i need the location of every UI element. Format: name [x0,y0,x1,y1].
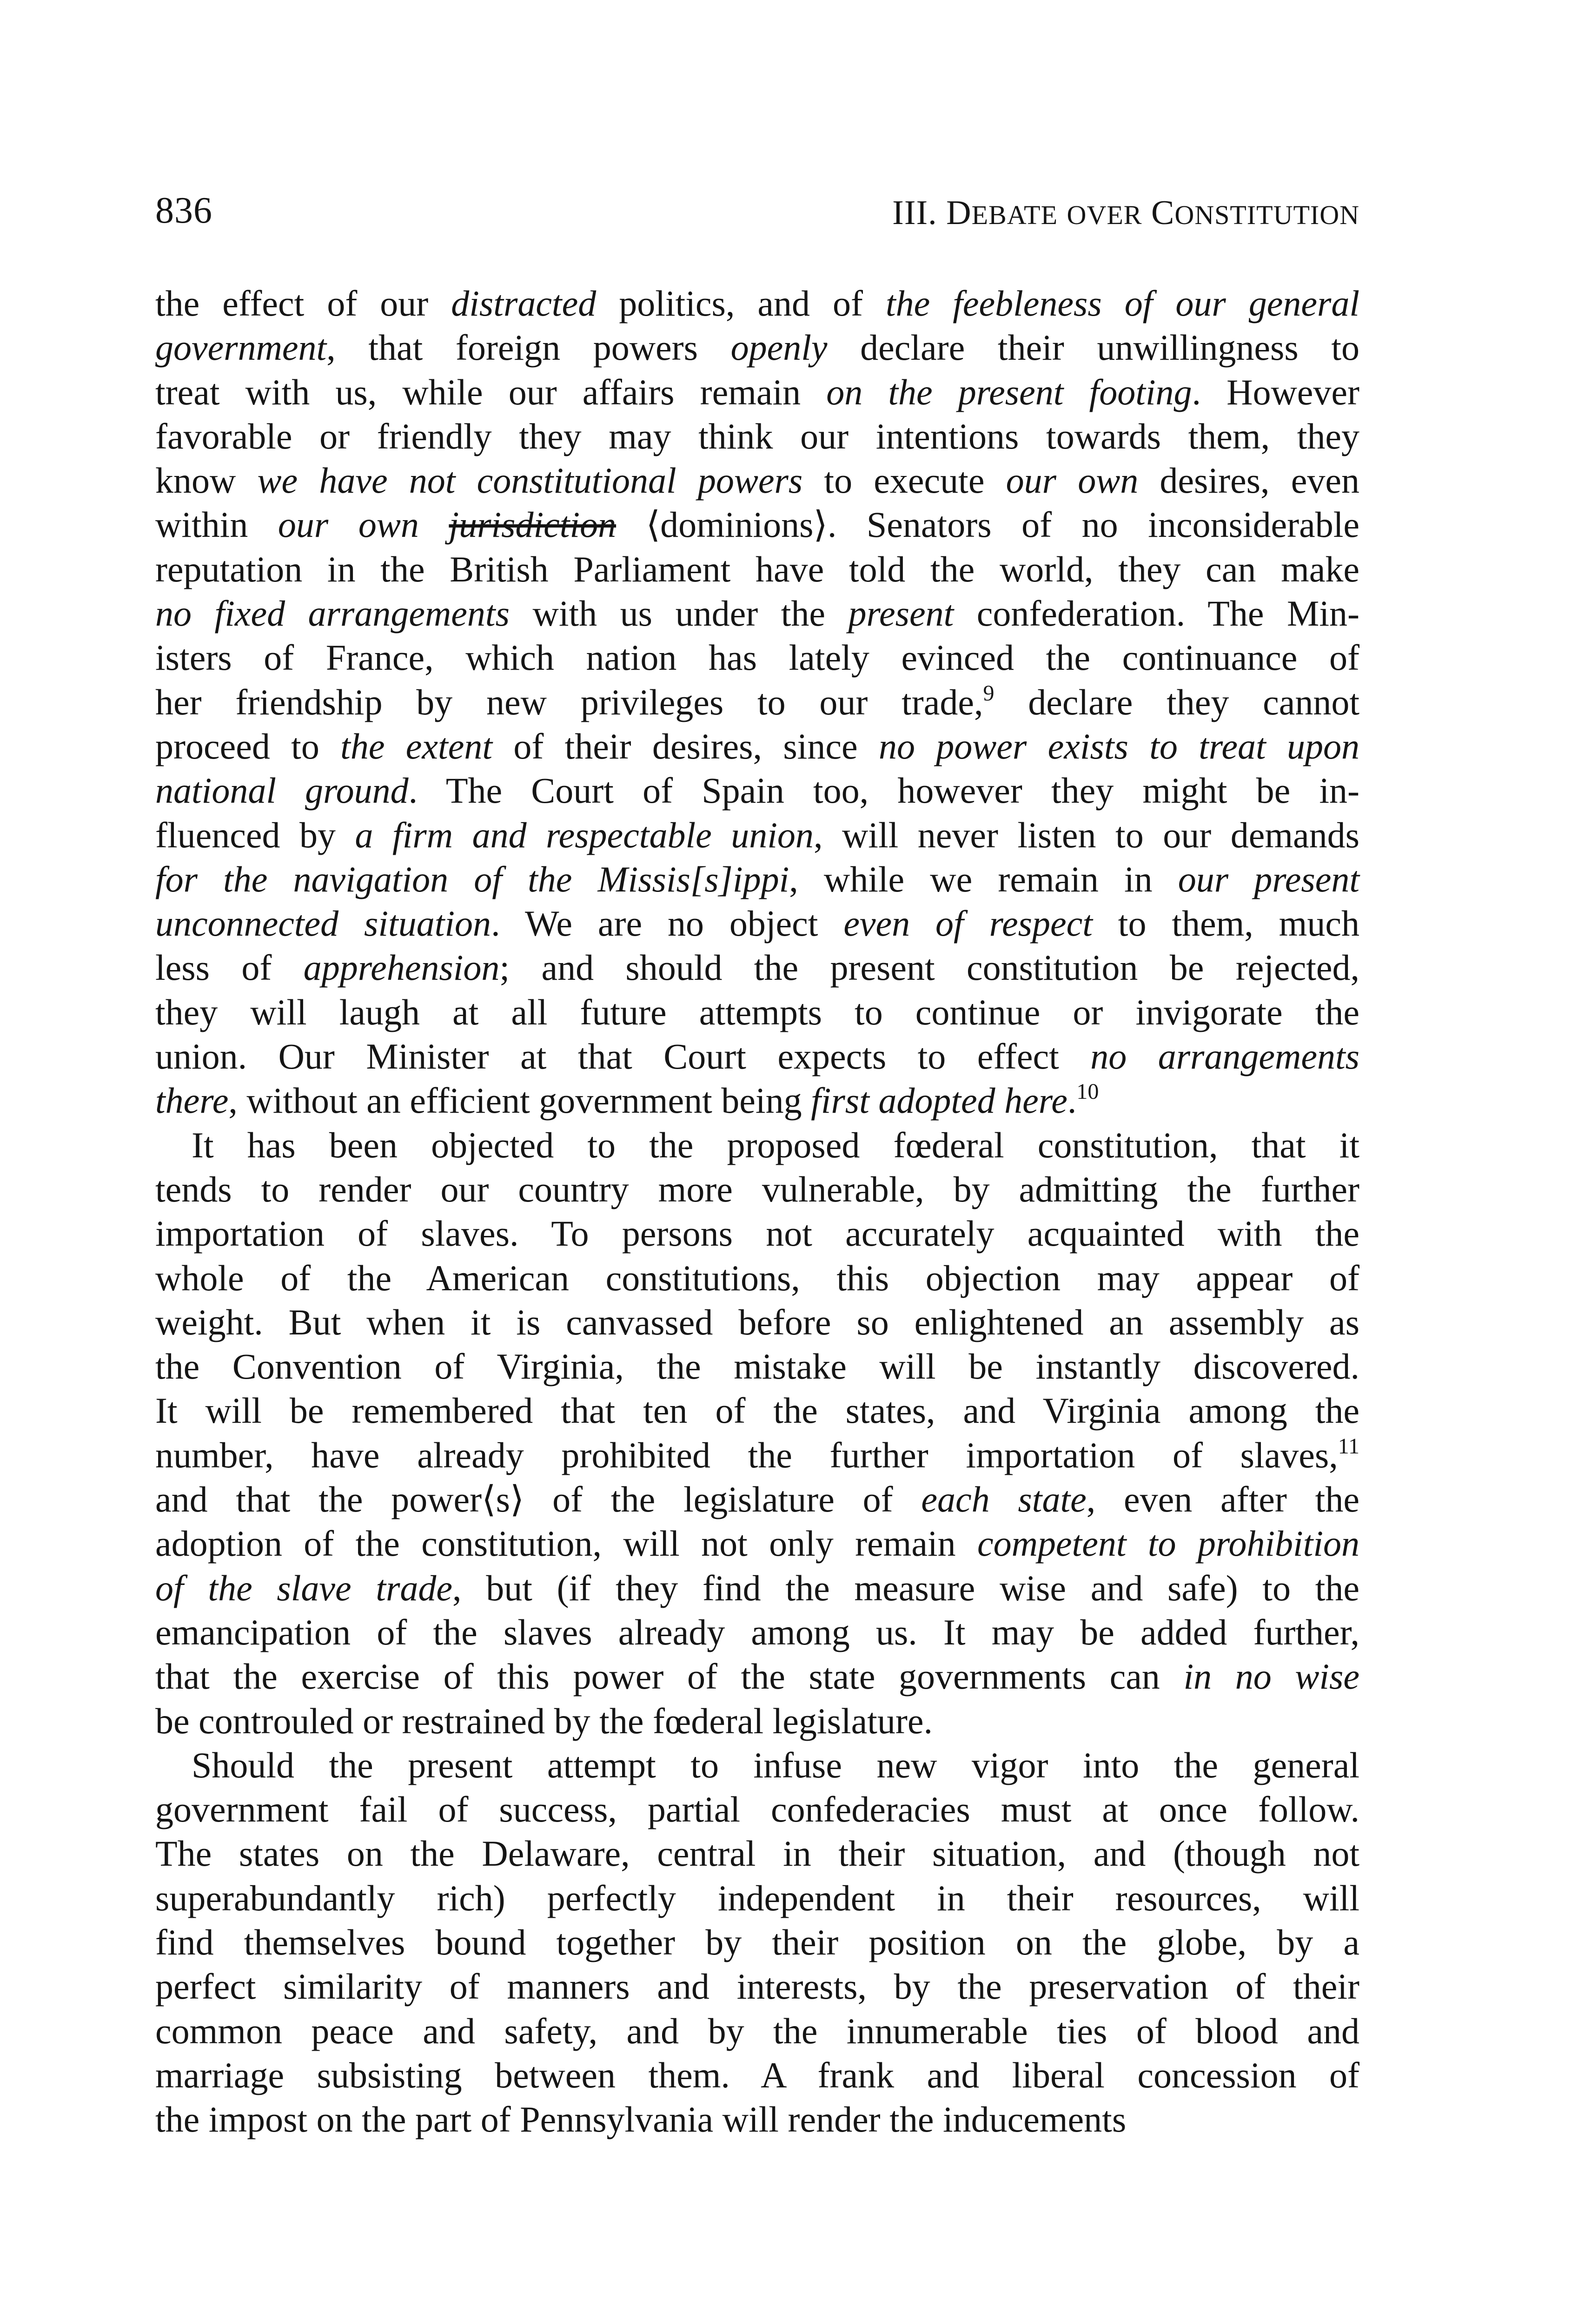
italic-text: there [155,1080,229,1121]
italic-text: competent to prohibition [977,1523,1359,1564]
text-line [155,1964,1359,2008]
italic-text: no fixed arrangements [155,593,510,634]
text-line [155,724,1359,768]
text-run: importation of slaves. To persons not accurately acquainted with the [155,1213,1359,1254]
text-line [155,813,1359,857]
text-run: less of [155,947,304,988]
paragraph-2 [155,1123,1359,1743]
text-line [155,1477,1359,1521]
footnote-ref: 11 [1338,1433,1359,1459]
text-line [155,370,1359,414]
struck-italic-text: jurisdiction [449,504,617,545]
text-line [155,1300,1359,1344]
text-line [155,591,1359,635]
page-number: 836 [155,190,212,231]
text-line [155,1699,1359,1743]
italic-text: present [848,593,954,634]
text-run: Should the present attempt to infuse new vigor into the general [192,1744,1359,1785]
text-run: favorable or friendly they may think our intentions towards them, they [155,416,1359,456]
text-line [155,1610,1359,1654]
text-line [155,635,1359,680]
footnote-ref: 10 [1076,1079,1099,1104]
text-line [155,990,1359,1034]
text-line [155,1654,1359,1698]
italic-text: of the slave trade [155,1567,453,1608]
text-line [155,1256,1359,1300]
text-line [155,1521,1359,1565]
italic-text: our own [278,504,419,545]
text-run: know [155,460,258,501]
text-run: . However [1192,371,1360,412]
text-line [155,1034,1359,1078]
italic-text: a firm and respectable union [355,814,814,855]
text-run: adoption of the constitution, will not only remain [155,1523,977,1564]
text-run: fluenced by [155,814,355,855]
italic-text: national ground [155,770,409,811]
text-run: , will never listen to our demands [813,814,1359,855]
text-run [419,504,449,545]
text-run: It will be remembered that ten of the states, and Virginia among the [155,1390,1359,1431]
text-run: . [1067,1080,1077,1121]
text-run: superabundantly rich) perfectly independent in their resources, will [155,1877,1359,1918]
italic-text: unconnected situation [155,903,491,944]
text-run: ⟨dominions⟩. Senators of no inconsiderable [616,504,1360,545]
text-run: be controuled or restrained by the fœderal legislature. [155,1700,933,1741]
text-run: the Convention of Virginia, the mistake will be instantly discovered. [155,1346,1359,1387]
text-run: weight. But when it is canvassed before so enlightened an assembly as [155,1301,1359,1342]
italic-text: each state [921,1479,1087,1520]
running-head: III. DEBATE OVER CONSTITUTION [892,194,1359,232]
italic-text: first adopted here [811,1080,1067,1121]
text-run: to execute [802,460,1006,501]
text-run: ; and should the present constitution be rejected, [499,947,1359,988]
text-run: to them, much [1092,903,1359,944]
text-line [155,1211,1359,1255]
paragraph-1 [155,281,1359,1123]
text-run: emancipation of the slaves already among us. It may be added further, [155,1611,1359,1652]
text-run: marriage subsisting between them. A frank and liberal concession of [155,2054,1359,2095]
text-run: of their desires, since [492,726,879,766]
text-run: within [155,504,278,545]
text-line [155,768,1359,812]
text-run: treat with us, while our affairs remain [155,371,827,412]
italic-text: our own [1006,460,1139,501]
text-line [155,414,1359,458]
italic-text: the feebleness of our general [885,283,1359,324]
text-line [155,1123,1359,1167]
text-line [155,458,1359,502]
text-run: declare they cannot [994,681,1359,722]
italic-text: our present [1178,858,1359,899]
paragraph-3 [155,1743,1359,2142]
text-run: It has been objected to the proposed fœderal constitution, that it [192,1124,1359,1165]
text-line [155,1743,1359,1787]
italic-text: no power exists to treat upon [878,726,1359,766]
text-run: , that foreign powers [326,327,731,368]
text-run: the impost on the part of Pennsylvania will render the inducements [155,2099,1127,2140]
text-line [155,325,1359,370]
italic-text: in no wise [1183,1656,1360,1697]
italic-text: on the present footing [826,371,1192,412]
text-line [155,2053,1359,2097]
text-run: her friendship by new privileges to our trade, [155,681,983,722]
italic-text: even of respect [843,903,1093,944]
text-line [155,547,1359,591]
text-line [155,680,1359,724]
text-run: that the exercise of this power of the state governments can [155,1656,1184,1697]
text-line [155,1876,1359,1920]
text-run: and that the power⟨s⟩ of the legislature of [155,1479,922,1520]
body-text [155,281,1359,2141]
italic-text: we have not constitutional powers [257,460,803,501]
text-run: . We are no object [491,903,844,944]
text-run: common peace and safety, and by the innumerable ties of blood and [155,2010,1359,2051]
text-run: government fail of success, partial confederacies must at once follow. [155,1789,1359,1830]
text-run: the effect of our [155,283,451,324]
text-run: , but (if they find the measure wise and safe) to the [452,1567,1359,1608]
text-line [155,1787,1359,1831]
italic-text: no arrangements [1090,1036,1360,1077]
text-run: they will laugh at all future attempts to continue or invigorate the [155,991,1359,1032]
text-run: declare their unwillingness to [827,327,1360,368]
text-run: . The Court of Spain too, however they might be in- [408,770,1359,811]
text-run: union. Our Minister at that Court expects to effect [155,1036,1091,1077]
text-run: tends to render our country more vulnerable, by admitting the further [155,1169,1359,1209]
text-run: The states on the Delaware, central in their situation, and (though not [155,1833,1359,1874]
italic-text: government [155,327,327,368]
text-line [155,1433,1359,1477]
text-line [155,2097,1359,2141]
italic-text: apprehension [303,947,500,988]
text-line [155,1078,1359,1122]
text-run: perfect similarity of manners and interests, by the preservation of their [155,1966,1359,2007]
italic-text: the extent [340,726,492,766]
text-run: proceed to [155,726,341,766]
text-run: find themselves bound together by their position on the globe, by a [155,1921,1359,1962]
italic-text: for the navigation of the Missis[s]ippi [155,858,789,899]
text-line [155,857,1359,901]
text-line [155,1344,1359,1388]
text-run: , without an efficient government being [228,1080,811,1121]
text-line [155,901,1359,945]
text-run: politics, and of [596,283,886,324]
text-line [155,2009,1359,2053]
text-run: number, have already prohibited the further importation of slaves, [155,1434,1338,1475]
footnote-ref: 9 [983,680,995,706]
text-line [155,1831,1359,1875]
text-run: , even after the [1086,1479,1359,1520]
text-run: reputation in the British Parliament have told the world, they can make [155,548,1359,589]
text-run: desires, even [1138,460,1359,501]
text-line [155,1920,1359,1964]
text-run: with us under the [509,593,849,634]
italic-text: distracted [451,283,597,324]
text-line [155,1167,1359,1211]
text-run: confederation. The Min- [954,593,1359,634]
text-line [155,502,1359,547]
italic-text: openly [730,327,828,368]
page-header [155,190,1359,241]
text-line [155,945,1359,990]
text-line [155,281,1359,325]
text-line [155,1388,1359,1433]
text-line [155,1566,1359,1610]
text-run: isters of France, which nation has lately evinced the continuance of [155,637,1359,678]
text-run: , while we remain in [789,858,1178,899]
text-run: whole of the American constitutions, this objection may appear of [155,1257,1359,1298]
